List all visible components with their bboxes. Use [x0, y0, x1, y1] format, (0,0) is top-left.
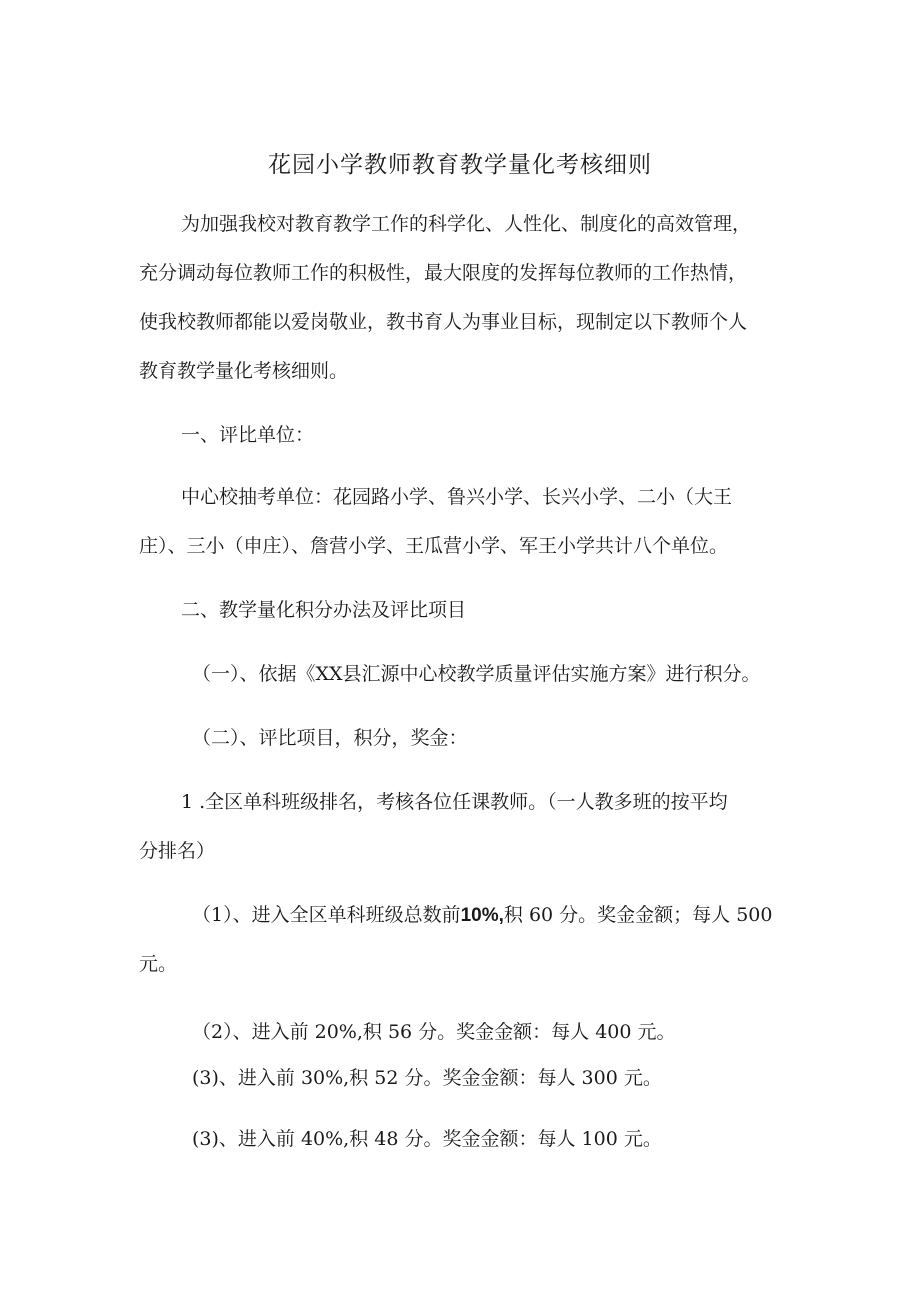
- intro-line-3: 使我校教师都能以爱岗敬业，教书育人为事业目标，现制定以下教师个人: [139, 311, 748, 333]
- intro-line-4: 教育教学量化考核细则。: [139, 360, 349, 382]
- intro-line-1: 为加强我校对教育教学工作的科学化、人性化、制度化的高效管理，: [181, 213, 752, 235]
- rule1-text-b: 积 60 分。奖金金额；每人 500: [503, 904, 773, 926]
- section1-line-2: 庄）、三小（申庄）、詹营小学、王瓜营小学、军王小学共计八个单位。: [139, 535, 729, 557]
- rule2-line: （2）、进入前 20%,积 56 分。奖金金额：每人 400 元。: [192, 1021, 676, 1043]
- section1-line-1: 中心校抽考单位：花园路小学、鲁兴小学、长兴小学、二小（大王: [181, 486, 733, 508]
- rule1-percent: 10%,: [460, 905, 504, 926]
- rule1-line-2: 元。: [139, 953, 178, 975]
- section2-sub2: （二）、评比项目，积分，奖金：: [192, 727, 468, 749]
- rule4-line: (3)、进入前 40%,积 48 分。奖金金额：每人 100 元。: [192, 1128, 662, 1150]
- rule3-line: (3)、进入前 30%,积 52 分。奖金金额：每人 300 元。: [192, 1067, 662, 1089]
- rule1-line-1: [192, 903, 772, 928]
- section1-heading: 一、评比单位：: [181, 424, 315, 446]
- section2-heading: 二、教学量化积分办法及评比项目: [181, 599, 467, 621]
- intro-line-2: 充分调动每位教师工作的积极性，最大限度的发挥每位教师的工作热情，: [139, 262, 748, 284]
- section2-sub1: （一）、依据《XX县汇源中心校教学质量评估实施方案》进行积分。: [192, 663, 761, 685]
- document-title: 花园小学教师教育教学量化考核细则: [268, 152, 652, 178]
- rule1-text-a: （1）、进入全区单科班级总数前: [192, 904, 461, 926]
- item1-line-2: 分排名）: [139, 840, 216, 862]
- item1-line-1: 1 .全区单科班级排名，考核各位任课教师。（一人教多班的按平均: [181, 791, 728, 813]
